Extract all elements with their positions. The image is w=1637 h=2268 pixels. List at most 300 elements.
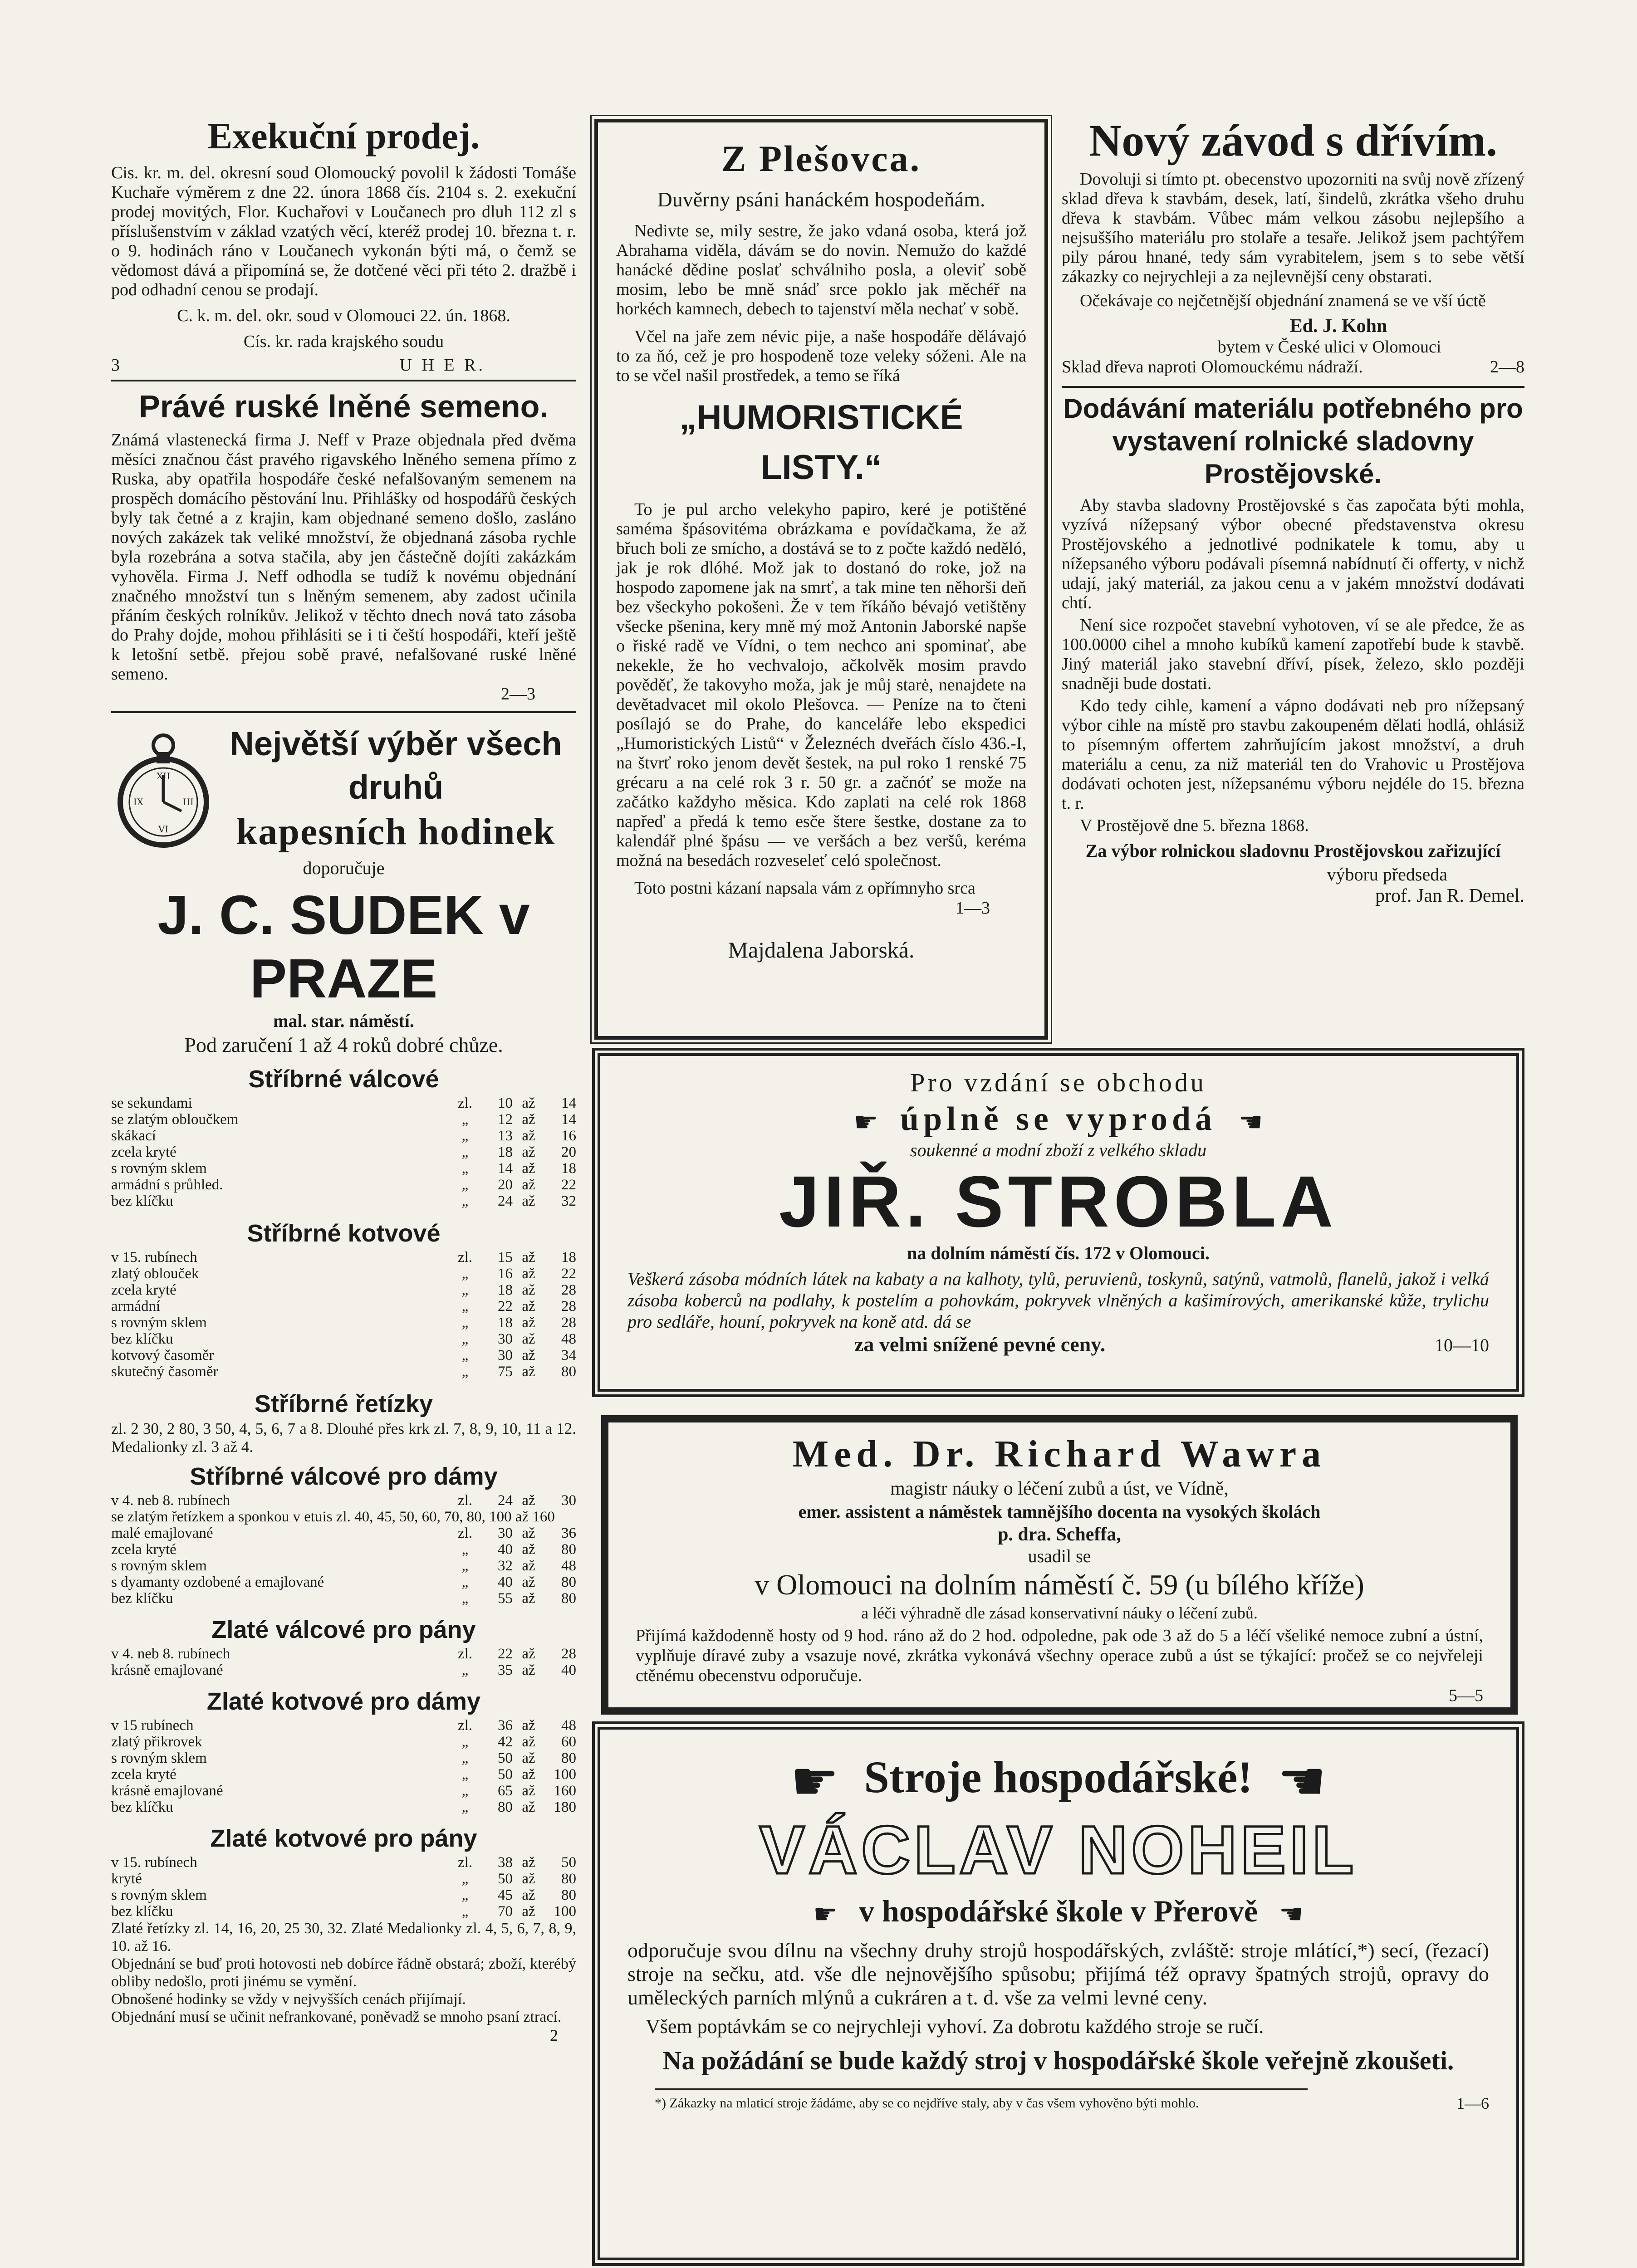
range-word: až: [522, 1717, 535, 1734]
price-to: 80: [561, 1871, 576, 1887]
auction-title: Exekuční prodej.: [207, 115, 480, 156]
currency-label: „: [461, 1558, 469, 1574]
item-name: kryté: [111, 1871, 142, 1887]
currency-label: „: [461, 1331, 469, 1347]
range-word: až: [522, 1111, 535, 1128]
letter-closing: Toto postni kázaní napsala vám z opřímnyho srca: [634, 879, 975, 898]
pointing-hand-left-icon: ☚: [1238, 1107, 1263, 1138]
item-name: bez klíčku: [111, 1193, 173, 1209]
price-to: 16: [561, 1128, 576, 1144]
wawra-line2: emer. assistent a náměstek tamnějšího docenta na vysokých školách: [798, 1501, 1321, 1522]
strobl-line2: úplně se vyprodá: [900, 1100, 1217, 1138]
range-word: až: [522, 1193, 535, 1209]
currency-label: „: [461, 1734, 469, 1750]
item-name: zcela kryté: [111, 1144, 176, 1160]
wawra-line4: usadil se: [1028, 1546, 1091, 1566]
item-name: zcela kryté: [111, 1282, 176, 1298]
letter-paragraph: To je pul archo velekyho papiro, keré je potištěné saméma špásovitéma obrázkama e povídačkama, že až břuch boli ze smícho, a dostává se to z počte každó neděló, jak je rok dlóhé. Mož jak to dostanó do roke, jož na hospodo zapomene jak na smrť, a tak mine ten něhorši deň bez všeckyho pokošeni. Že v tem říkáňo bévajó vetištěny všecke pšenina, kery mně mý mož Antonin Jaborské napše o řiské radě ve Vídni, o tem nechco ani spominať, abe nekekle, že ho vechvalojo, ačkolvěk mosim pravdo pověděť, že takovyho moža, jak je můj starė, nenajdete na devětadvacet mil okolo Plešovca. — Peníze na to čteni posílajó se do Prahe, do kanceláře lebo ekspedici „Humoristických Listů“ v Železnéch dveřách číslo 436.-I, na štvrť roko jenom devět šestek, na pul roko 1 renské 75 grécaru a na celé rok 3 r. 50 gr. a začnóť se može na začátko každyho měsica. Kdo zaplati na celé rok 1868 napřeď a předá k temo esče štere šestke, dostane za to kalendář plné špásu — ve veršách a bez veršů, keréma možná na besedách rozveseleť celó společnost.: [616, 500, 1026, 870]
currency-label: zl.: [457, 1646, 473, 1662]
pointing-hand-left-icon: ☚: [1277, 1751, 1327, 1812]
item-name: skutečný časoměr: [111, 1364, 218, 1380]
watch-guarantee: Pod zaručení 1 až 4 roků dobré chůze.: [184, 1033, 503, 1056]
price-from: 50: [498, 1766, 513, 1783]
wawra-hours: Přijímá každodenně hosty od 9 hod. ráno až do 2 hod. odpoledne, pak ode 3 až do 5 a léčí všeliké nemoce zubní a ústní, vyplňuje díravé zuby a vsazuje nové, zkrátka vykonává všechny operace zubů a úst se týkající: pročež se co nejvřeleji ctěnému obecenstvu odporučuje.: [636, 1626, 1483, 1685]
nohel-text2: Všem poptávkám se co nejrychleji vyhoví. Za dobrotu každého stroje se ručí.: [646, 2015, 1264, 2038]
currency-label: zl.: [457, 1525, 473, 1541]
order-note: Objednání se buď proti hotovosti neb dobírce řádně obstará; zboží, kterébý obliby nedošlo, proti jinému se vymění.: [111, 1955, 576, 1990]
price-from: 50: [498, 1750, 513, 1766]
item-name: s dyamanty ozdobené a emajlované: [111, 1574, 324, 1590]
range-word: až: [522, 1249, 535, 1266]
currency-label: zl.: [457, 1492, 473, 1509]
range-word: až: [522, 1646, 535, 1662]
price-from: 75: [498, 1364, 513, 1380]
price-to: 100: [554, 1903, 576, 1920]
wood-address: bytem v České ulici v Olomouci: [1217, 337, 1441, 357]
currency-label: „: [461, 1783, 469, 1799]
price-to: 14: [561, 1095, 576, 1111]
pointing-hand-right-icon: ☛: [853, 1107, 878, 1138]
letter-title: Z Plešovca.: [721, 138, 921, 179]
range-word: až: [522, 1364, 535, 1380]
price-row: [111, 1590, 576, 1607]
price-from: 15: [498, 1249, 513, 1266]
range-word: až: [522, 1541, 535, 1558]
price-to: 80: [561, 1590, 576, 1607]
range-word: až: [522, 1558, 535, 1574]
currency-label: „: [461, 1364, 469, 1380]
price-to: 20: [561, 1144, 576, 1160]
section-gold-anchor-men: Zlaté kotvové pro pány: [210, 1825, 477, 1852]
price-from: 16: [498, 1266, 513, 1282]
price-row: [111, 1766, 576, 1783]
price-row: [111, 1347, 576, 1364]
price-row: [111, 1541, 576, 1558]
item-name: zcela kryté: [111, 1766, 176, 1783]
item-name: s rovným sklem: [111, 1558, 207, 1574]
section-silver-cylinder: Stříbrné válcové: [248, 1066, 439, 1093]
price-row: [111, 1750, 576, 1766]
watch-recommends: doporučuje: [303, 858, 385, 878]
range-word: až: [522, 1871, 535, 1887]
price-from: 30: [498, 1347, 513, 1364]
wood-text: Dovoluji si tímto pt. obecenstvo upozorniti na svůj nově zřízený sklad dřeva k stavbám, desek, latí, šindelů, zkrátka všeho druhu dřeva k stavbám. Vůbec mám velkou zásobu nejlepšího a nejsuššího materiálu pro stolaře a tesaře. Jelikož jsem pachtýřem pily párou hnané, tedy sám vyrabitelem, jsem s to sebe větší zákazky co nejrychleji a za nejlevnější ceny obstarati.: [1062, 170, 1524, 286]
wawra-ad-box: [601, 1415, 1518, 1715]
price-list: [111, 1646, 576, 1678]
item-name: v 15. rubínech: [111, 1854, 197, 1871]
price-to: 48: [561, 1331, 576, 1347]
nohel-headline: Stroje hospodářské!: [864, 1752, 1253, 1802]
currency-label: „: [461, 1298, 469, 1315]
currency-label: „: [461, 1177, 469, 1193]
strobl-name: JIŘ. STROBLA: [779, 1161, 1338, 1242]
item-name: zlatý oblouček: [111, 1266, 199, 1282]
price-to: 18: [561, 1160, 576, 1177]
price-from: 38: [498, 1854, 513, 1871]
currency-label: zl.: [457, 1717, 473, 1734]
price-row: [111, 1111, 576, 1128]
price-to: 80: [561, 1541, 576, 1558]
letter-number: 1—3: [956, 899, 990, 918]
wawra-address: v Olomouci na dolním náměstí č. 59 (u bílého kříže): [755, 1569, 1364, 1601]
item-name: v 15. rubínech: [111, 1249, 197, 1266]
currency-label: zl.: [457, 1854, 473, 1871]
price-to: 22: [561, 1266, 576, 1282]
currency-label: „: [461, 1903, 469, 1920]
price-row: [111, 1282, 576, 1298]
wawra-number: 5—5: [1449, 1686, 1483, 1705]
range-word: až: [522, 1128, 535, 1144]
item-name: kotvový časoměr: [111, 1347, 214, 1364]
item-name: bez klíčku: [111, 1799, 173, 1815]
price-list: [111, 1717, 576, 1815]
range-word: až: [522, 1095, 535, 1111]
price-row: [111, 1646, 576, 1662]
wawra-line1: magistr náuky o léčení zubů a úst, ve Vídně,: [890, 1478, 1229, 1499]
item-name: s rovným sklem: [111, 1160, 207, 1177]
svg-text:III: III: [183, 797, 194, 807]
price-from: 18: [498, 1144, 513, 1160]
humoristicke-listy-title: „HUMORISTICKÉ LISTY.“: [679, 398, 963, 487]
range-word: až: [522, 1662, 535, 1678]
currency-label: „: [461, 1662, 469, 1678]
malthouse-committee: Za výbor rolnickou sladovnu Prostějovskou zařizující: [1085, 841, 1501, 861]
divider: [111, 711, 576, 713]
strobl-text: Veškerá zásoba módních látek na kabaty a na kalhoty, tylů, peruvienů, toskynů, satýnů, vatmolů, flanelů, jakož i velká zásoba koberců na podlahy, k postelím a pohovkám, pokryvek vlněných a kašimírových, amerikanské kůže, trylichu pro sedláře, houní, pokryvek na koně atd. dá se: [627, 1269, 1489, 1332]
currency-label: „: [461, 1144, 469, 1160]
pointing-hand-right-icon: ☛: [813, 1899, 838, 1930]
nohel-footnote: *) Zákazky na mlaticí stroje žádáme, aby se co nejdříve staly, aby v čas všem vyhověno býti mohlo.: [655, 2096, 1199, 2111]
strobl-ad-box: [592, 1048, 1524, 1397]
wood-text2: Očekávaje co nejčetnější objednání znamená se ve vší úctě: [1080, 291, 1486, 310]
price-to: 22: [561, 1177, 576, 1193]
price-from: 65: [498, 1783, 513, 1799]
price-row: [111, 1298, 576, 1315]
malthouse-date: V Prostějově dne 5. března 1868.: [1080, 816, 1309, 835]
postage-note: Objednání musí se učinit nefrankované, poněvadž se mnoho psaní ztrací.: [111, 2009, 562, 2025]
item-name: bez klíčku: [111, 1903, 173, 1920]
price-row: [111, 1799, 576, 1815]
wawra-line3: p. dra. Scheffa,: [998, 1524, 1121, 1545]
watch-place: mal. star. náměstí.: [273, 1011, 414, 1031]
auction-judge: U H E R.: [399, 356, 485, 375]
silver-ladies-text: se zlatým řetízkem a sponkou v etuis zl. 40, 45, 50, 60, 70, 80, 100 až 160: [111, 1509, 555, 1525]
price-from: 10: [498, 1095, 513, 1111]
price-row: [111, 1662, 576, 1678]
left-column: [111, 113, 576, 2045]
malthouse-chairman: prof. Jan R. Demel.: [1375, 885, 1524, 906]
item-name: malé emajlované: [111, 1525, 213, 1541]
item-name: krásně emajlované: [111, 1783, 223, 1799]
price-row: [111, 1331, 576, 1347]
price-from: 22: [498, 1646, 513, 1662]
svg-text:XII: XII: [156, 771, 171, 782]
currency-label: „: [461, 1871, 469, 1887]
range-word: až: [522, 1266, 535, 1282]
item-name: bez klíčku: [111, 1590, 173, 1607]
price-from: 18: [498, 1282, 513, 1298]
price-to: 100: [554, 1766, 576, 1783]
wood-number: 2—8: [1490, 357, 1524, 376]
item-name: s rovným sklem: [111, 1315, 207, 1331]
used-watches-note: Obnošené hodinky se vždy v nejvyšších cenách přijímají.: [111, 1991, 466, 2008]
item-name: zcela kryté: [111, 1541, 176, 1558]
wood-title: Nový závod s dřívím.: [1089, 115, 1497, 166]
currency-label: zl.: [457, 1249, 473, 1266]
nohel-number: 1—6: [1456, 2094, 1489, 2113]
price-to: 48: [561, 1717, 576, 1734]
seed-title: Právé ruské lněné semeno.: [139, 389, 549, 424]
price-row: [111, 1854, 576, 1871]
price-to: 30: [561, 1492, 576, 1509]
price-row: [111, 1887, 576, 1903]
currency-label: „: [461, 1574, 469, 1590]
nohel-name: VÁCLAV NOHEIL: [759, 1812, 1358, 1888]
price-row: [111, 1249, 576, 1266]
price-from: 40: [498, 1574, 513, 1590]
price-to: 28: [561, 1315, 576, 1331]
price-row: [111, 1492, 576, 1509]
currency-label: „: [461, 1750, 469, 1766]
price-from: 45: [498, 1887, 513, 1903]
price-list: [111, 1095, 576, 1209]
range-word: až: [522, 1750, 535, 1766]
pointing-hand-right-icon: ☛: [790, 1751, 839, 1812]
price-row: [111, 1903, 576, 1920]
range-word: až: [522, 1282, 535, 1298]
watch-headline: Největší výběr všech druhů: [230, 725, 562, 806]
range-word: až: [522, 1144, 535, 1160]
letter-paragraph: Nedivte se, mily sestre, že jako vdaná osoba, která jož Abrahama viděla, dávám se do novin. Nemužo do každé hanácké dědine poslať schválniho posla, a oleviť sobě mosim, lebo be mně snáď srce poklo jak měchéř na horkéch kamnech, debech to tajenství měla nechať v sobě.: [616, 221, 1026, 318]
price-row: [111, 1574, 576, 1590]
item-name: se zlatým obloučkem: [111, 1111, 239, 1128]
letter-paragraph: Včel na jaře zem névic pije, a naše hospodáře dělávajó to za ňó, cež je pro hospodeně toze veleky sóženi. Ale na to se včel našil prostředek, a temo se říká: [616, 327, 1026, 385]
range-word: až: [522, 1574, 535, 1590]
currency-label: „: [461, 1193, 469, 1209]
price-to: 80: [561, 1574, 576, 1590]
range-word: až: [522, 1492, 535, 1509]
price-from: 22: [498, 1298, 513, 1315]
currency-label: „: [461, 1315, 469, 1331]
malthouse-text: Není sice rozpočet stavební vyhotoven, ví se ale předce, že as 100.0000 cihel a mnoho kubíků kamení zapotřebí bude k stavbě. Jiný materiál jako stavební dříví, písek, železo, sklo později snadněji bude dostati.: [1062, 616, 1524, 693]
price-row: [111, 1128, 576, 1144]
divider: [1062, 386, 1524, 388]
price-to: 14: [561, 1111, 576, 1128]
silver-chains-text: zl. 2 30, 2 80, 3 50, 4, 5, 6, 7 a 8. Dlouhé přes krk zl. 7, 8, 9, 10, 11 a 12. Medalionky zl. 3 až 4.: [111, 1420, 576, 1456]
item-name: v 4. neb 8. rubínech: [111, 1492, 230, 1509]
price-to: 28: [561, 1646, 576, 1662]
range-word: až: [522, 1298, 535, 1315]
range-word: až: [522, 1734, 535, 1750]
price-to: 180: [554, 1799, 576, 1815]
price-to: 80: [561, 1750, 576, 1766]
price-from: 24: [498, 1193, 513, 1209]
price-from: 36: [498, 1717, 513, 1734]
section-silver-anchor: Stříbrné kotvové: [247, 1220, 441, 1247]
watch-subheadline: kapesních hodinek: [236, 811, 556, 853]
price-from: 42: [498, 1734, 513, 1750]
section-silver-ladies: Stříbrné válcové pro dámy: [190, 1463, 498, 1490]
section-gold-anchor-ladies: Zlaté kotvové pro dámy: [206, 1688, 481, 1715]
price-from: 50: [498, 1871, 513, 1887]
price-to: 40: [561, 1662, 576, 1678]
price-row: [111, 1364, 576, 1380]
price-to: 28: [561, 1298, 576, 1315]
letter-signature: Majdalena Jaborská.: [728, 937, 915, 963]
currency-label: „: [461, 1266, 469, 1282]
malthouse-text: Aby stavba sladovny Prostějovské s čas započata býti mohla, vyzívá nížepsaný výbor obecné představenstva okresu Prostějovského a jednotlivé podnikatele k tomu, aby u nížepsaného výboru podávali písemná nabídnutí či offerty, v nichž udají, jaký materiál, za jakou cenu a v jakém množství dodávati chtí.: [1062, 496, 1524, 612]
seed-text: Známá vlastenecká firma J. Neff v Praze objednala před dvěma měsíci značnou část pravého rigavského lněného semena přímo z Ruska, aby opatřila hospodáře české nefalšovaným semenem na prospěch domácího pěstování lnu. Přihlášky od hospodářů českých byly tak četné a z krajin, kam objednané semeno došlo, zasláno nových zakázek tak veliké množství, že objednaná zásoba rychle byla rozebrána a sotva stačila, aby jen částečně dojíti zakázkám vyhověla. Firma J. Neff odhodla se tudíž k novému objednání značného množství tun s lněným semenem, aby zadost učinila přáním českých rolníkův. Jelikož v těchto dnech nová tato zásoba do Prahy dojde, mohou přihlásiti se i ti čeští hospodáři, kteří ještě k letošní setbě. přejou sobě pravé, nefalšované ruské lněné semeno.: [111, 430, 576, 684]
divider: [655, 2088, 1308, 2090]
item-name: krásně emajlované: [111, 1662, 223, 1678]
price-to: 36: [561, 1525, 576, 1541]
currency-label: „: [461, 1347, 469, 1364]
price-to: 32: [561, 1193, 576, 1209]
currency-label: „: [461, 1111, 469, 1128]
price-from: 80: [498, 1799, 513, 1815]
svg-text:VI: VI: [158, 824, 169, 835]
nohel-text: odporučuje svou dílnu na všechny druhy strojů hospodářských, zvláště: stroje mlátící,*) secí, (řezací) stroje na sečku, atd. vše dle nejnovějšího spůsobu; přijímá též opravy špatných strojů, opravy do uměleckých parních mlýnů a cukráren a t. d. vše za velmi levné ceny.: [627, 1939, 1489, 2009]
wawra-line6: a léči výhradně dle zásad konservativní náuky o léčení zubů.: [861, 1604, 1258, 1622]
price-to: 60: [561, 1734, 576, 1750]
price-to: 80: [561, 1887, 576, 1903]
watch-ad-number: 2: [550, 2026, 558, 2044]
price-row: [111, 1734, 576, 1750]
item-name: v 15 rubínech: [111, 1717, 194, 1734]
range-word: až: [522, 1160, 535, 1177]
letter-subtitle: Duvěrny psáni hanáckém hospodeňám.: [657, 188, 985, 211]
currency-label: „: [461, 1799, 469, 1815]
range-word: až: [522, 1331, 535, 1347]
divider: [111, 380, 576, 381]
pointing-hand-left-icon: ☚: [1279, 1899, 1304, 1930]
price-row: [111, 1717, 576, 1734]
item-name: s rovným sklem: [111, 1750, 207, 1766]
price-from: 30: [498, 1331, 513, 1347]
watch-firm: J. C. SUDEK v PRAZE: [157, 884, 530, 1009]
range-word: až: [522, 1887, 535, 1903]
range-word: až: [522, 1177, 535, 1193]
price-from: 12: [498, 1111, 513, 1128]
currency-label: „: [461, 1766, 469, 1783]
price-from: 70: [498, 1903, 513, 1920]
right-column: [1062, 113, 1524, 907]
auction-text: Cis. kr. m. del. okresní soud Olomoucký povolil k žádosti Tomáše Kuchaře výměrem z dne 22. února 1868 čís. 2104 s. 2. exekuční prodej movitých, Flor. Kuchařovi v Loučanech pro dluh 112 zl s příslušenstvím v základ vzatých věcí, kteréž prodej 10. března t. r. o 9. hodinách ráno v Loučanech vykonán býti má, o čemž se vědomost dává a připomíná se, že dotčené věci při této 2. dražbě i pod odhadní cenou se prodají.: [111, 163, 576, 299]
item-name: v 4. neb 8. rubínech: [111, 1646, 230, 1662]
item-name: armádní: [111, 1298, 161, 1315]
range-word: až: [522, 1347, 535, 1364]
item-name: zlatý přikrovek: [111, 1734, 202, 1750]
strobl-line1: Pro vzdání se obchodu: [910, 1068, 1206, 1097]
price-list: [111, 1492, 576, 1509]
wawra-name: Med. Dr. Richard Wawra: [792, 1433, 1327, 1475]
currency-label: „: [461, 1160, 469, 1177]
pocket-watch-icon: [111, 727, 216, 850]
price-row: [111, 1783, 576, 1799]
price-row: [111, 1193, 576, 1209]
wood-store: Sklad dřeva naproti Olomouckému nádraží.: [1062, 357, 1363, 376]
nohel-school: v hospodářské škole v Přerově: [859, 1894, 1258, 1929]
item-name: bez klíčku: [111, 1331, 173, 1347]
gold-chains-text: Zlaté řetízky zl. 14, 16, 20, 25 30, 32. Zlaté Medalionky zl. 4, 5, 6, 7, 8, 9, 10. až 16.: [111, 1920, 576, 1955]
currency-label: „: [461, 1590, 469, 1607]
price-from: 13: [498, 1128, 513, 1144]
range-word: až: [522, 1315, 535, 1331]
range-word: až: [522, 1903, 535, 1920]
price-to: 28: [561, 1282, 576, 1298]
range-word: až: [522, 1766, 535, 1783]
auction-number: 3: [111, 356, 120, 375]
malthouse-chairman-label: výboru předseda: [1327, 864, 1447, 885]
price-row: [111, 1525, 576, 1541]
price-to: 34: [561, 1347, 576, 1364]
price-from: 20: [498, 1177, 513, 1193]
price-row: [111, 1177, 576, 1193]
strobl-prices: za velmi snížené pevné ceny.: [854, 1333, 1106, 1356]
price-from: 40: [498, 1541, 513, 1558]
strobl-address: na dolním náměstí čís. 172 v Olomouci.: [907, 1243, 1210, 1263]
price-row: [111, 1144, 576, 1160]
plesovec-letter-box: [594, 119, 1048, 1040]
price-row: [111, 1266, 576, 1282]
price-row: [111, 1095, 576, 1111]
range-word: až: [522, 1783, 535, 1799]
price-from: 55: [498, 1590, 513, 1607]
wood-signature: Ed. J. Kohn: [1289, 316, 1387, 337]
currency-label: „: [461, 1887, 469, 1903]
malthouse-title: Dodávání materiálu potřebného pro vystavení rolnické sladovny Prostějovské.: [1063, 393, 1523, 489]
price-row: [111, 1315, 576, 1331]
price-from: 24: [498, 1492, 513, 1509]
range-word: až: [522, 1525, 535, 1541]
item-name: se sekundami: [111, 1095, 192, 1111]
price-from: 32: [498, 1558, 513, 1574]
range-word: až: [522, 1799, 535, 1815]
currency-label: zl.: [457, 1095, 473, 1111]
price-to: 18: [561, 1249, 576, 1266]
nohel-trial: Na požádání se bude každý stroj v hospodářské škole veřejně zkoušeti.: [662, 2046, 1454, 2076]
svg-text:IX: IX: [133, 797, 144, 807]
price-row: [111, 1871, 576, 1887]
item-name: skákací: [111, 1128, 156, 1144]
currency-label: „: [461, 1128, 469, 1144]
item-name: s rovným sklem: [111, 1887, 207, 1903]
price-list: [111, 1525, 576, 1607]
malthouse-text: Kdo tedy cihle, kamení a vápno dodávati neb pro nížepsaný výbor cihle na místě pro stavbu zakoupeném dělati hodlá, ohlásiž to písemným offertem zahrňujícím jakost množství, a druh materiálu a cenu, za niž materiál ten do Vrahovic u Prostějova dodávati ochoten jest, nížepsanému výboru nejdéle do 15. března t. r.: [1062, 696, 1524, 813]
price-list: [111, 1854, 576, 1920]
price-to: 48: [561, 1558, 576, 1574]
currency-label: „: [461, 1282, 469, 1298]
section-gold-cylinder-men: Zlaté válcové pro pány: [211, 1616, 476, 1643]
auction-council: Cís. kr. rada krajského soudu: [243, 332, 444, 351]
nohel-ad-box: [592, 1721, 1524, 2266]
price-row: [111, 1558, 576, 1574]
range-word: až: [522, 1590, 535, 1607]
currency-label: „: [461, 1541, 469, 1558]
range-word: až: [522, 1854, 535, 1871]
seed-number: 2—3: [501, 684, 535, 704]
price-from: 35: [498, 1662, 513, 1678]
price-row: [111, 1160, 576, 1177]
price-to: 50: [561, 1854, 576, 1871]
price-from: 30: [498, 1525, 513, 1541]
strobl-number: 10—10: [1435, 1335, 1489, 1355]
price-to: 160: [554, 1783, 576, 1799]
strobl-line3: soukenné a modní zboží z velkého skladu: [910, 1140, 1207, 1160]
auction-court: C. k. m. del. okr. soud v Olomouci 22. ún. 1868.: [177, 306, 510, 325]
price-from: 14: [498, 1160, 513, 1177]
price-from: 18: [498, 1315, 513, 1331]
